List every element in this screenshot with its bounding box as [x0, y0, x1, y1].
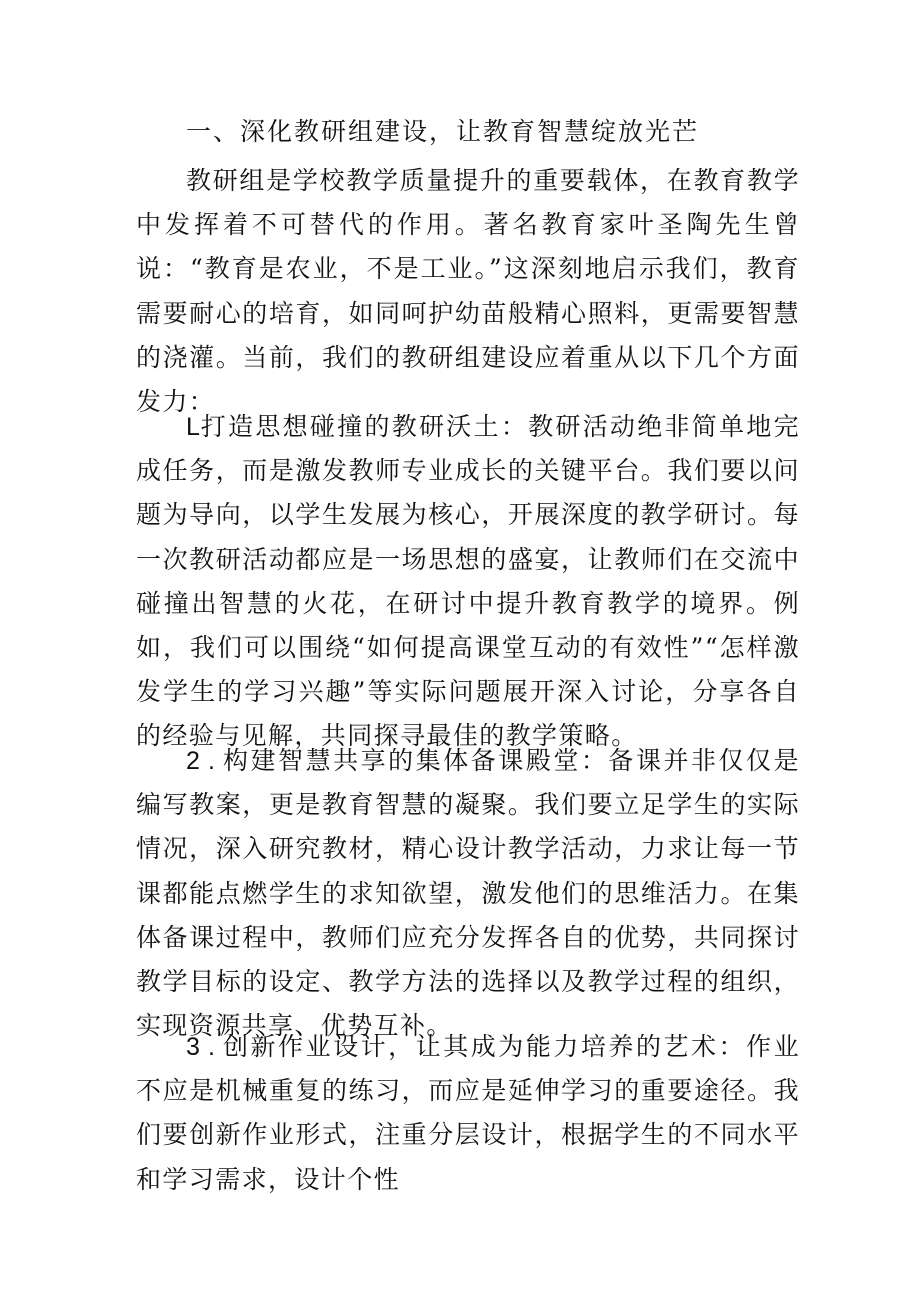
- item-marker: 3 .: [186, 1033, 223, 1061]
- paragraph-intro: [136, 159, 800, 424]
- paragraph-text: 打造思想碰撞的教研沃土：教研活动绝非简单地完成任务，而是激发教师专业成长的关键平台。我们要以问题为导向，以学生发展为核心，开展深度的教学研讨。每一次教研活动都应是一场思想的盛宴，让教师们在交流中碰撞出智慧的火花，在研讨中提升教育教学的境界。例如，我们可以围绕“如何提高课堂互动的有效性”“怎样激发学生的学习兴趣”等实际问题展开深入讨论，分享各自的经验与见解，共同探寻最佳的教学策略。: [136, 412, 800, 751]
- section-heading: 一、深化教研组建设，让教育智慧绽放光芒: [186, 117, 700, 146]
- item-marker: L: [186, 413, 200, 441]
- paragraph-text: 教研组是学校教学质量提升的重要载体，在教育教学中发挥着不可替代的作用。著名教育家叶圣陶先生曾说：“教育是农业，不是工业。”这深刻地启示我们，教育需要耐心的培育，如同呵护幼苗般精心照料，更需要智慧的浇灌。当前，我们的教研组建设应着重从以下几个方面发力：: [136, 166, 800, 417]
- paragraph-item-1: [136, 405, 800, 759]
- paragraph-text: 创新作业设计，让其成为能力培养的艺术：作业不应是机械重复的练习，而应是延伸学习的重要途径。我们要创新作业形式，注重分层设计，根据学生的不同水平和学习需求，设计个性: [136, 1032, 800, 1194]
- item-marker: 2 .: [186, 747, 223, 775]
- paragraph-item-2: [136, 739, 800, 1048]
- paragraph-text: 构建智慧共享的集体备课殿堂：备课并非仅仅是编写教案，更是教育智慧的凝聚。我们要立足学生的实际情况，深入研究教材，精心设计教学活动，力求让每一节课都能点燃学生的求知欲望，激发他们的思维活力。在集体备课过程中，教师们应充分发挥各自的优势，共同探讨教学目标的设定、教学方法的选择以及教学过程的组织，实现资源共享、优势互补。: [136, 746, 800, 1041]
- paragraph-item-3: [136, 1025, 800, 1202]
